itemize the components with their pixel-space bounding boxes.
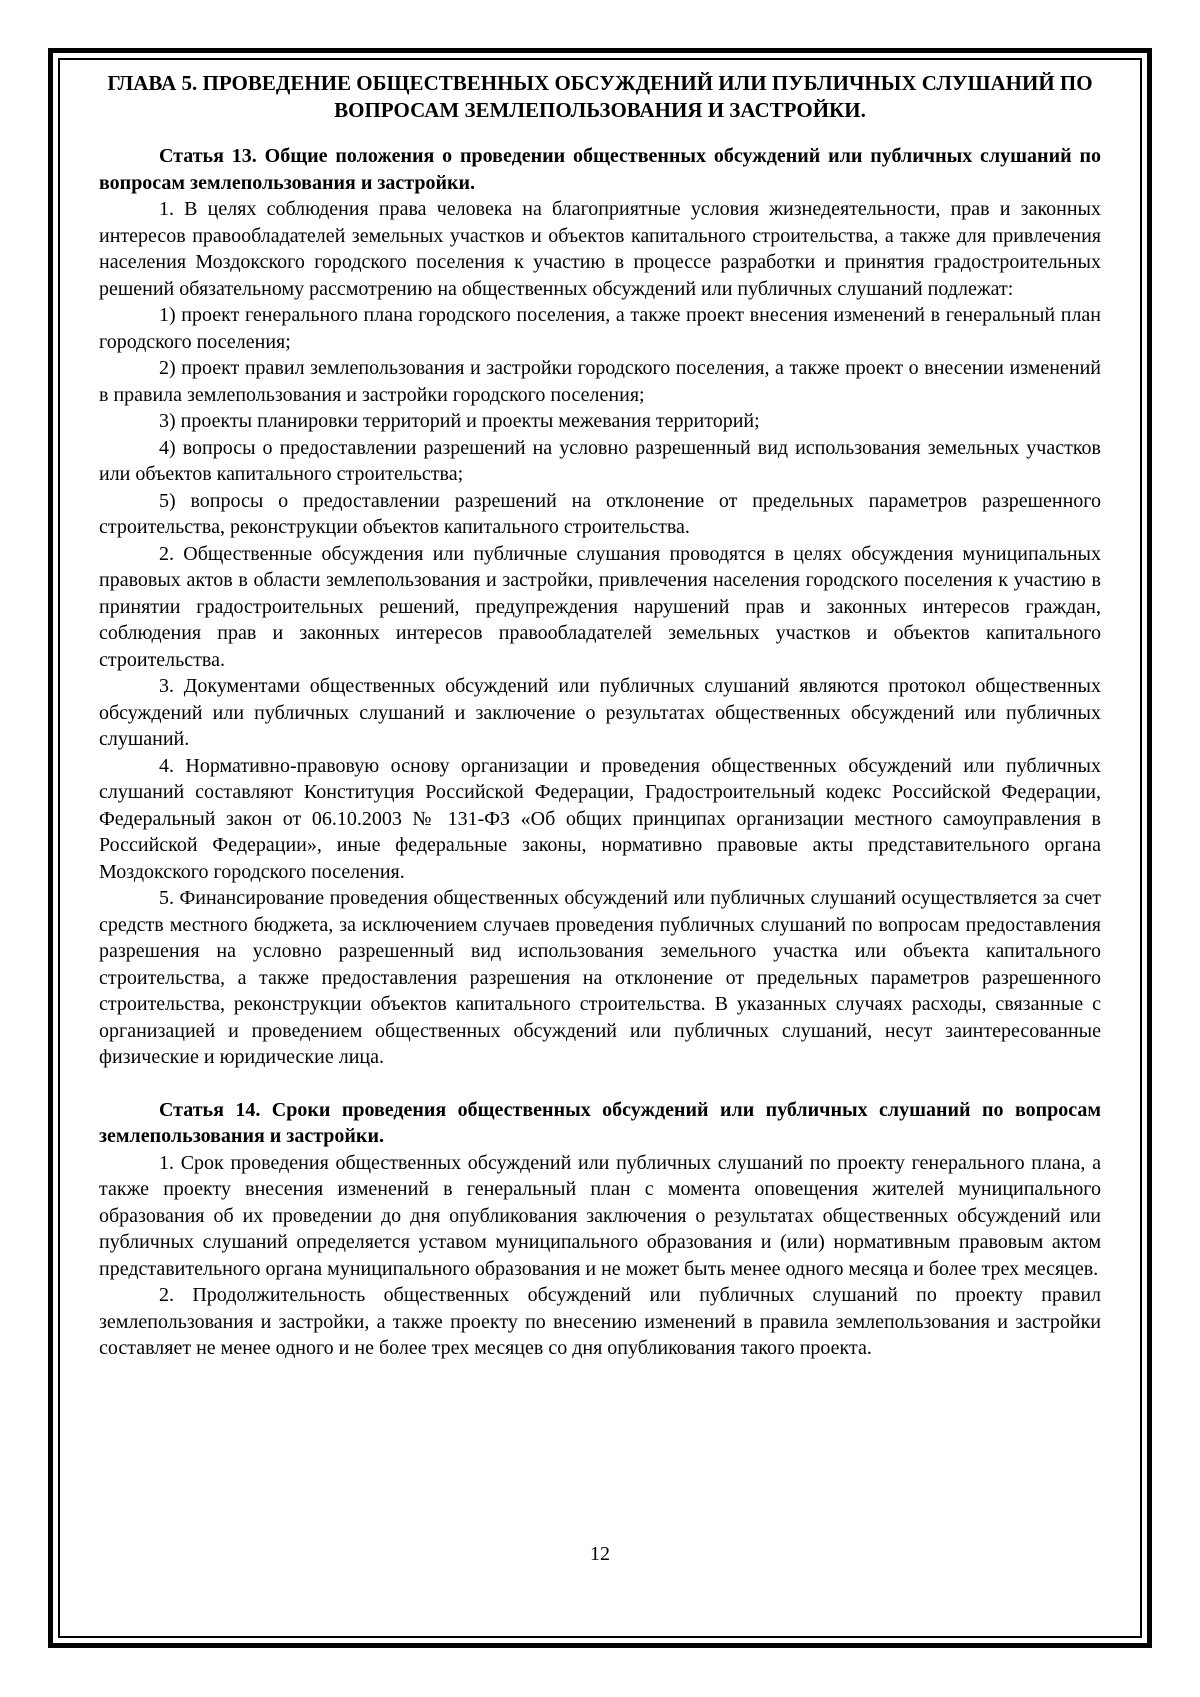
article-13 bbox=[99, 143, 1101, 1071]
page-number: 12 bbox=[590, 1543, 610, 1565]
article-14-title: Статья 14. Сроки проведения общественных обсуждений или публичных слушаний по вопросам землепользования и застройки. bbox=[99, 1098, 1101, 1147]
section-spacer bbox=[99, 1071, 1101, 1097]
article-13-paragraph: 4. Нормативно-правовую основу организации и проведения общественных обсуждений или публичных слушаний составляют Конституция Российской Федерации, Градостроительный кодекс Российской Федерации, Федеральный закон от 06.10.2003 № 131-ФЗ «Об общих принципах организации местного самоуправления в Российской Федерации», иные федеральные законы, нормативно правовые акты представительного органа Моздокского городского поселения. bbox=[99, 754, 1101, 883]
article-13-list-item: 5) вопросы о предоставлении разрешений на отклонение от предельных параметров разрешенного строительства, реконструкции объектов капитального строительства. bbox=[99, 489, 1101, 538]
article-13-title: Статья 13. Общие положения о проведении общественных обсуждений или публичных слушаний по вопросам землепользования и застройки. bbox=[99, 145, 1101, 194]
article-13-paragraph: 3. Документами общественных обсуждений или публичных слушаний являются протокол общественных обсуждений или публичных слушаний и заключение о результатах общественных обсуждений или публичных слушаний. bbox=[99, 675, 1101, 750]
article-14-paragraph: 2. Продолжительность общественных обсуждений или публичных слушаний по проекту правил землепользования и застройки, а также проекту по внесению изменений в правила землепользования и застройки составляет не менее одного и не более трех месяцев со дня опубликования такого проекта. bbox=[99, 1284, 1101, 1359]
article-13-paragraph: 1. В целях соблюдения права человека на благоприятные условия жизнедеятельности, прав и законных интересов правообладателей земельных участков и объектов капитального строительства, а также для привлечения населения Моздокского городского поселения к участию в процессе разработки и принятия градостроительных решений обязательному рассмотрению на общественных обсуждений или публичных слушаний подлежат: bbox=[99, 198, 1101, 300]
chapter-title: ГЛАВА 5. ПРОВЕДЕНИЕ ОБЩЕСТВЕННЫХ ОБСУЖДЕНИЙ ИЛИ ПУБЛИЧНЫХ СЛУШАНИЙ ПО ВОПРОСАМ ЗЕМЛЕПОЛЬЗОВАНИЯ И ЗАСТРОЙКИ. bbox=[107, 71, 1093, 122]
article-13-paragraph: 2. Общественные обсуждения или публичные слушания проводятся в целях обсуждения муниципальных правовых актов в области землепользования и застройки, привлечения населения городского поселения к участию в принятии градостроительных решений, предупреждения нарушений прав и законных интересов граждан, соблюдения прав и законных интересов правообладателей земельных участков и объектов капитального строительства. bbox=[99, 542, 1101, 671]
article-13-list-item: 4) вопросы о предоставлении разрешений на условно разрешенный вид использования земельных участков или объектов капитального строительства; bbox=[99, 436, 1101, 485]
article-13-paragraph: 5. Финансирование проведения общественных обсуждений или публичных слушаний осуществляется за счет средств местного бюджета, за исключением случаев проведения публичных слушаний по вопросам предоставления разрешения на условно разрешенный вид использования земельного участка или объекта капитального строительства, а также предоставления разрешения на отклонение от предельных параметров разрешенного строительства, реконструкции объектов капитального строительства. В указанных случаях расходы, связанные с организацией и проведением общественных обсуждений или публичных слушаний, несут заинтересованные физические и юридические лица. bbox=[99, 887, 1101, 1068]
article-13-list-item: 1) проект генерального плана городского поселения, а также проект внесения изменений в генеральный план городского поселения; bbox=[99, 304, 1101, 353]
article-14-paragraph: 1. Срок проведения общественных обсуждений или публичных слушаний по проекту генерального плана, а также проекту внесения изменений в генеральный план с момента оповещения жителей муниципального образования об их проведении до дня опубликования заключения о результатах общественных обсуждений или публичных слушаний определяется уставом муниципального образования и (или) нормативным правовым актом представительного органа муниципального образования и не может быть менее одного месяца и более трех месяцев. bbox=[99, 1151, 1101, 1280]
document-body bbox=[99, 70, 1101, 1362]
article-13-list-item: 2) проект правил землепользования и застройки городского поселения, а также проект о внесении изменений в правила землепользования и застройки городского поселения; bbox=[99, 357, 1101, 406]
article-14 bbox=[99, 1097, 1101, 1362]
article-13-list-item: 3) проекты планировки территорий и проекты межевания территорий; bbox=[159, 410, 760, 432]
